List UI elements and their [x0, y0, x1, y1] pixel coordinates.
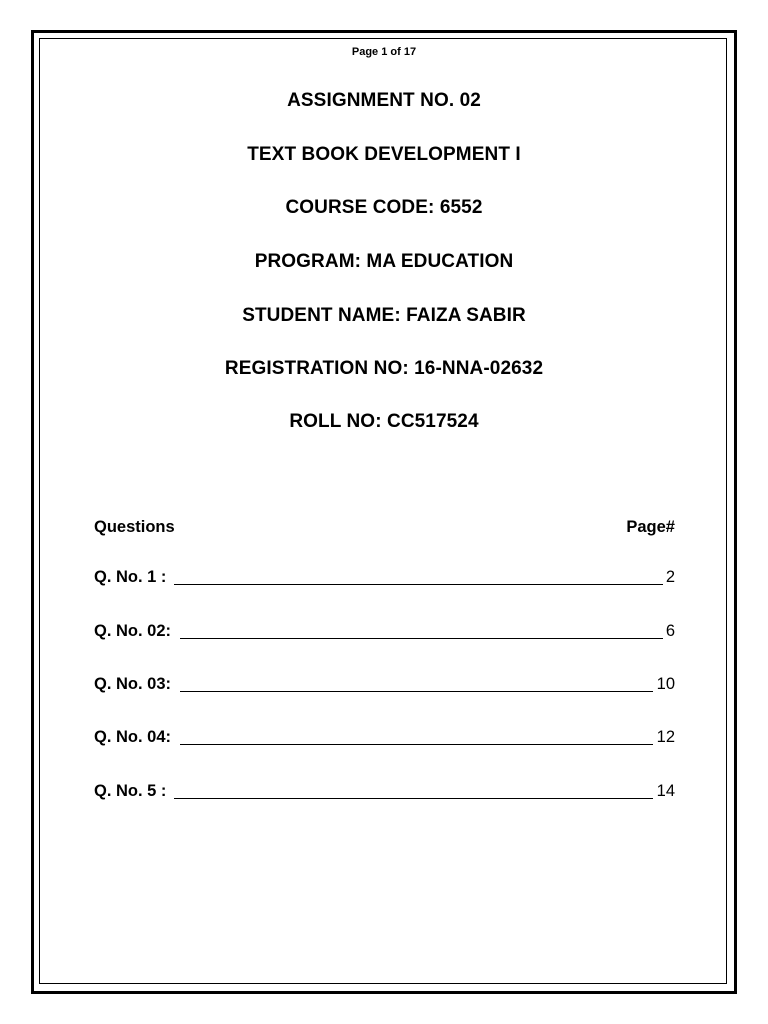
toc-questions-heading: Questions — [94, 518, 175, 536]
toc-row-label: Q. No. 02: — [94, 622, 172, 640]
toc-row-page: 2 — [665, 568, 675, 586]
toc-leader-line — [174, 566, 663, 585]
toc-row-label: Q. No. 04: — [94, 728, 172, 746]
toc-row-label: Q. No. 5 : — [94, 782, 167, 800]
toc-leader-line — [180, 620, 663, 639]
toc-row — [94, 673, 675, 695]
toc-row-label: Q. No. 1 : — [94, 568, 167, 586]
toc-row-label: Q. No. 03: — [94, 675, 172, 693]
toc-header — [94, 516, 675, 538]
page-number: 1 — [381, 46, 388, 58]
roll-number: ROLL NO: CC517524 — [289, 411, 479, 432]
toc-leader-line — [174, 780, 653, 799]
assignment-title: ASSIGNMENT NO. 02 — [287, 90, 481, 111]
page-of: of — [390, 46, 401, 58]
toc-leader-line — [180, 726, 653, 745]
toc-row-page: 10 — [656, 675, 675, 693]
student-name: STUDENT NAME: FAIZA SABIR — [242, 305, 526, 326]
course-code: COURSE CODE: 6552 — [285, 197, 483, 218]
toc-leader-line — [180, 673, 653, 692]
toc-row — [94, 566, 675, 588]
page-total: 17 — [403, 46, 417, 58]
registration-number: REGISTRATION NO: 16-NNA-02632 — [224, 358, 544, 379]
toc-row — [94, 726, 675, 748]
page-prefix: Page — [351, 46, 379, 58]
program: PROGRAM: MA EDUCATION — [254, 251, 514, 272]
toc-row-page: 6 — [665, 622, 675, 640]
toc-row — [94, 780, 675, 802]
toc-row-page: 12 — [656, 728, 675, 746]
toc-row — [94, 620, 675, 642]
page-counter — [0, 46, 768, 58]
course-title: TEXT BOOK DEVELOPMENT I — [247, 144, 521, 165]
toc-page-heading: Page# — [626, 518, 675, 536]
toc-row-page: 14 — [656, 782, 675, 800]
page-border-inner — [39, 38, 727, 984]
